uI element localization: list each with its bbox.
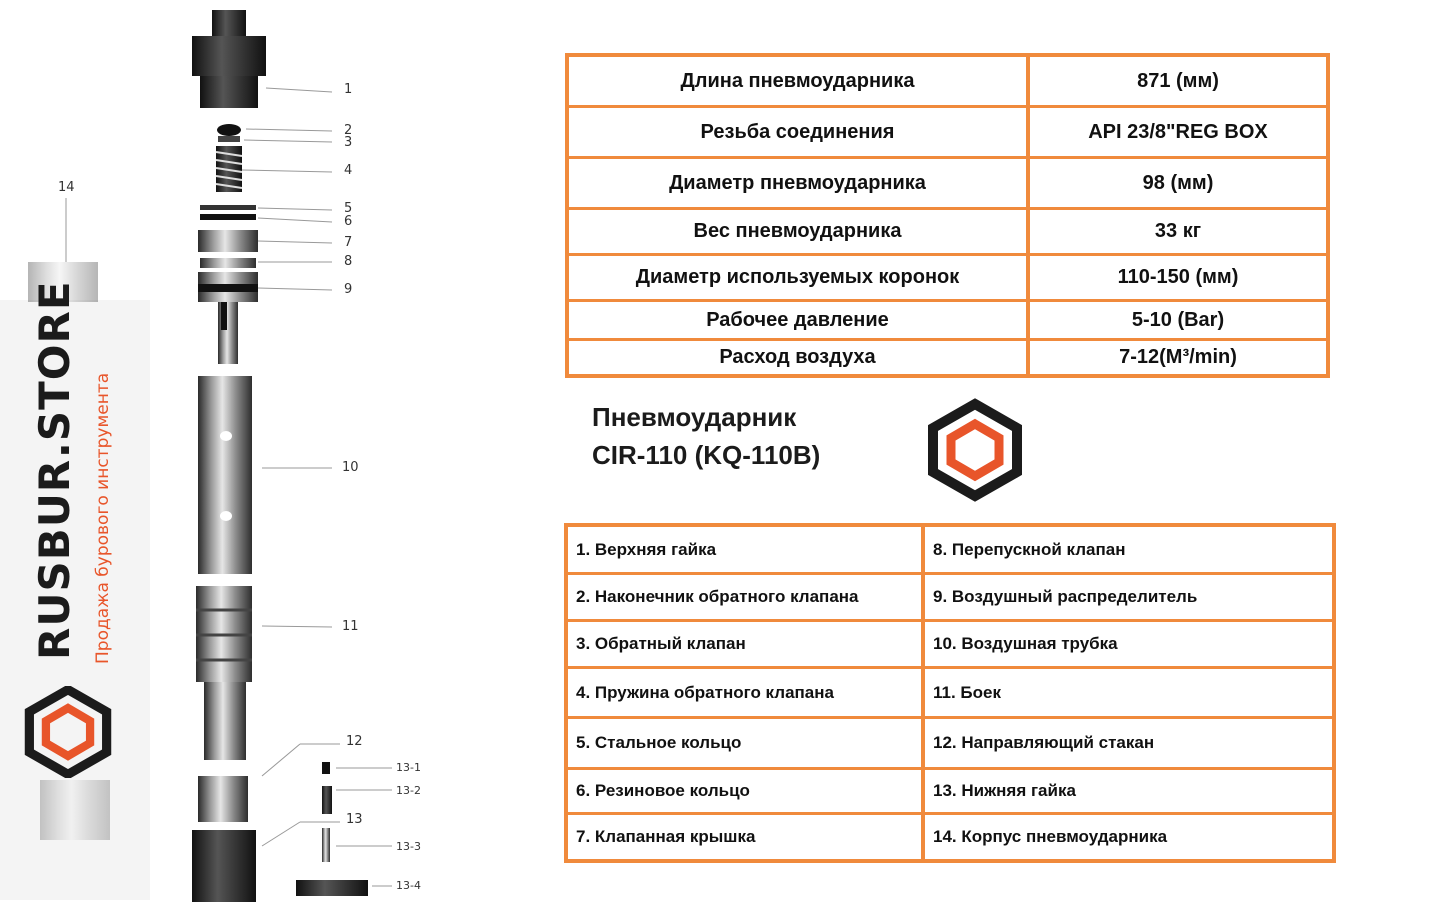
spec-value: 110-150 (мм)	[1117, 266, 1239, 288]
part-left: 5. Стальное кольцо	[568, 719, 925, 767]
parts-row	[568, 527, 1332, 575]
parts-table	[564, 523, 1336, 863]
callout-5: 5	[344, 201, 353, 216]
callout-9: 9	[344, 282, 353, 297]
callout-13-4: 13-4	[396, 879, 421, 892]
spec-label: Резьба соединения	[569, 108, 1030, 156]
spec-row	[569, 159, 1326, 210]
spec-value: API 23/8"REG BOX	[1088, 120, 1268, 143]
part-right: 13. Нижняя гайка	[933, 781, 1076, 800]
callout-4: 4	[344, 163, 353, 178]
callout-12: 12	[346, 734, 363, 749]
spec-label: Диаметр пневмоударника	[569, 159, 1030, 207]
callout-1: 1	[344, 82, 353, 97]
spec-label: Вес пневмоударника	[569, 210, 1030, 253]
brand-name: RUSBUR.STORE	[30, 280, 79, 660]
part-right: 9. Воздушный распределитель	[933, 587, 1198, 606]
callout-13-1: 13-1	[396, 761, 421, 774]
part-right: 8. Перепускной клапан	[933, 539, 1126, 559]
callout-13-3: 13-3	[396, 840, 421, 853]
part-left: 2. Наконечник обратного клапана	[568, 575, 925, 619]
spec-row	[569, 302, 1326, 341]
spec-value: 98 (мм)	[1142, 171, 1214, 194]
callout-3: 3	[344, 135, 353, 150]
callout-10: 10	[342, 460, 359, 475]
brand-tagline: Продажа бурового инструмента	[93, 372, 113, 664]
spec-label: Рабочее давление	[569, 302, 1030, 338]
parts-row	[568, 622, 1332, 669]
part-right: 11. Боек	[933, 682, 1001, 702]
parts-row	[568, 719, 1332, 770]
spec-row	[569, 108, 1326, 159]
callout-13: 13	[346, 812, 363, 827]
part-left: 4. Пружина обратного клапана	[568, 669, 925, 716]
parts-row	[568, 669, 1332, 719]
part-right: 12. Направляющий стакан	[933, 733, 1155, 752]
part-right: 10. Воздушная трубка	[933, 634, 1118, 653]
callout-2: 2	[344, 123, 353, 138]
spec-label: Диаметр используемых коронок	[569, 256, 1030, 299]
callout-13-2: 13-2	[396, 784, 421, 797]
part-right: 14. Корпус пневмоударника	[933, 827, 1168, 846]
parts-row	[568, 815, 1332, 859]
spec-label: Длина пневмоударника	[569, 57, 1030, 105]
specs-table	[565, 53, 1330, 378]
spec-row	[569, 210, 1326, 256]
spec-value: 871 (мм)	[1137, 69, 1219, 92]
spec-label: Расход воздуха	[569, 341, 1030, 374]
spec-value: 5-10 (Bar)	[1131, 308, 1225, 331]
product-title-line2: CIR-110 (KQ-110B)	[592, 440, 821, 470]
product-title-line1: Пневмоударник	[592, 402, 797, 432]
part-left: 7. Клапанная крышка	[568, 815, 925, 859]
brand-block	[0, 280, 150, 700]
callout-14: 14	[58, 180, 75, 195]
callout-7: 7	[344, 235, 353, 250]
brand-logo-icon	[925, 398, 1025, 502]
parts-row	[568, 770, 1332, 815]
part-left: 3. Обратный клапан	[568, 622, 925, 666]
exploded-diagram	[0, 0, 520, 902]
callout-11: 11	[342, 619, 359, 634]
parts-row	[568, 575, 1332, 622]
part-left: 1. Верхняя гайка	[568, 527, 925, 572]
spec-value: 7-12(М³/min)	[1119, 346, 1237, 368]
spec-row	[569, 341, 1326, 374]
spec-value: 33 кг	[1154, 220, 1202, 242]
callout-6: 6	[344, 214, 353, 229]
spec-row	[569, 256, 1326, 302]
callout-8: 8	[344, 254, 353, 269]
brand-logo-icon	[18, 686, 118, 778]
product-title	[592, 398, 820, 474]
part-left: 6. Резиновое кольцо	[568, 770, 925, 812]
spec-row	[569, 57, 1326, 108]
